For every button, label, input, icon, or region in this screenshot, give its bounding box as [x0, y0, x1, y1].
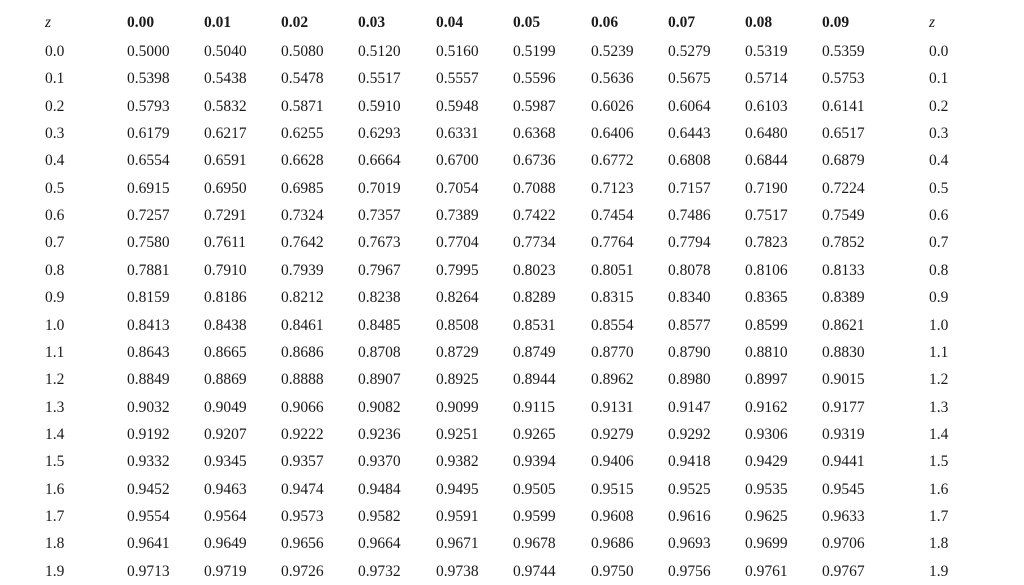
probability-cell: 0.6179: [127, 125, 170, 143]
probability-cell: 0.9554: [127, 507, 170, 525]
column-header: 0.06: [591, 14, 619, 31]
probability-cell: 0.5438: [204, 70, 247, 88]
table-row: [0, 229, 1024, 256]
row-z-value-right: 1.5: [929, 453, 949, 471]
probability-cell: 0.8997: [745, 371, 788, 389]
probability-cell: 0.8508: [436, 316, 479, 334]
probability-cell: 0.6517: [822, 125, 865, 143]
row-z-value-right: 0.5: [929, 179, 949, 197]
probability-cell: 0.9706: [822, 535, 865, 553]
probability-cell: 0.9418: [668, 453, 711, 471]
table-row: [0, 175, 1024, 202]
probability-cell: 0.8925: [436, 371, 479, 389]
probability-cell: 0.8365: [745, 289, 788, 307]
probability-cell: 0.8264: [436, 289, 479, 307]
probability-cell: 0.6331: [436, 125, 479, 143]
probability-cell: 0.9306: [745, 425, 788, 443]
column-header: 0.07: [668, 14, 696, 31]
probability-cell: 0.9484: [358, 480, 401, 498]
row-z-value-right: 0.9: [929, 289, 949, 307]
probability-cell: 0.9573: [281, 507, 324, 525]
table-row: [0, 448, 1024, 475]
probability-cell: 0.9251: [436, 425, 479, 443]
probability-cell: 0.9750: [591, 562, 634, 580]
probability-cell: 0.5557: [436, 70, 479, 88]
probability-cell: 0.8944: [513, 371, 556, 389]
probability-cell: 0.9131: [591, 398, 634, 416]
probability-cell: 0.8643: [127, 343, 170, 361]
probability-cell: 0.7881: [127, 261, 170, 279]
row-z-value: 0.3: [45, 125, 65, 143]
row-z-value-right: 1.1: [929, 343, 949, 361]
probability-cell: 0.9625: [745, 507, 788, 525]
probability-cell: 0.9032: [127, 398, 170, 416]
probability-cell: 0.6772: [591, 152, 634, 170]
probability-cell: 0.9505: [513, 480, 556, 498]
probability-cell: 0.7291: [204, 207, 247, 225]
probability-cell: 0.8289: [513, 289, 556, 307]
probability-cell: 0.6217: [204, 125, 247, 143]
probability-cell: 0.9236: [358, 425, 401, 443]
column-header: 0.01: [204, 14, 232, 31]
row-z-value: 1.2: [45, 371, 65, 389]
row-z-value-right: 1.4: [929, 425, 949, 443]
probability-cell: 0.7704: [436, 234, 479, 252]
probability-cell: 0.6950: [204, 179, 247, 197]
probability-cell: 0.9641: [127, 535, 170, 553]
probability-cell: 0.6064: [668, 97, 711, 115]
probability-cell: 0.5398: [127, 70, 170, 88]
header-row: [0, 9, 1024, 36]
probability-cell: 0.7123: [591, 179, 634, 197]
row-z-value: 1.8: [45, 535, 65, 553]
probability-cell: 0.7734: [513, 234, 556, 252]
probability-cell: 0.8159: [127, 289, 170, 307]
probability-cell: 0.9382: [436, 453, 479, 471]
probability-cell: 0.9738: [436, 562, 479, 580]
probability-cell: 0.8888: [281, 371, 324, 389]
probability-cell: 0.7910: [204, 261, 247, 279]
row-z-value-right: 0.7: [929, 234, 949, 252]
probability-cell: 0.7422: [513, 207, 556, 225]
probability-cell: 0.9678: [513, 535, 556, 553]
probability-cell: 0.8621: [822, 316, 865, 334]
probability-cell: 0.7019: [358, 179, 401, 197]
row-z-value: 0.5: [45, 179, 65, 197]
row-z-value: 1.5: [45, 453, 65, 471]
probability-cell: 0.5199: [513, 43, 556, 60]
probability-cell: 0.7389: [436, 207, 479, 225]
probability-cell: 0.7673: [358, 234, 401, 252]
probability-cell: 0.5279: [668, 43, 711, 60]
probability-cell: 0.8485: [358, 316, 401, 334]
row-z-value: 0.8: [45, 261, 65, 279]
table-row: [0, 38, 1024, 65]
table-row: [0, 558, 1024, 585]
table-row: [0, 312, 1024, 339]
probability-cell: 0.9649: [204, 535, 247, 553]
probability-cell: 0.7764: [591, 234, 634, 252]
probability-cell: 0.5080: [281, 43, 324, 60]
row-z-value-right: 1.9: [929, 562, 949, 580]
table-row: [0, 366, 1024, 393]
probability-cell: 0.8413: [127, 316, 170, 334]
probability-cell: 0.9192: [127, 425, 170, 443]
probability-cell: 0.5793: [127, 97, 170, 115]
probability-cell: 0.5160: [436, 43, 479, 60]
probability-cell: 0.6293: [358, 125, 401, 143]
probability-cell: 0.7967: [358, 261, 401, 279]
row-z-value-right: 0.3: [929, 125, 949, 143]
table-row: [0, 147, 1024, 174]
row-z-value: 1.6: [45, 480, 65, 498]
probability-cell: 0.5239: [591, 43, 634, 60]
probability-cell: 0.6915: [127, 179, 170, 197]
probability-cell: 0.9732: [358, 562, 401, 580]
row-z-value: 1.4: [45, 425, 65, 443]
probability-cell: 0.8554: [591, 316, 634, 334]
row-z-value: 1.7: [45, 507, 65, 525]
column-header: 0.05: [513, 14, 541, 31]
probability-cell: 0.5871: [281, 97, 324, 115]
probability-cell: 0.8810: [745, 343, 788, 361]
row-z-value-right: 1.2: [929, 371, 949, 389]
probability-cell: 0.7517: [745, 207, 788, 225]
probability-cell: 0.9319: [822, 425, 865, 443]
row-z-value: 0.7: [45, 234, 65, 252]
probability-cell: 0.9582: [358, 507, 401, 525]
probability-cell: 0.5000: [127, 43, 170, 60]
probability-cell: 0.8665: [204, 343, 247, 361]
probability-cell: 0.6591: [204, 152, 247, 170]
column-header: 0.08: [745, 14, 773, 31]
probability-cell: 0.9429: [745, 453, 788, 471]
probability-cell: 0.7454: [591, 207, 634, 225]
probability-cell: 0.9726: [281, 562, 324, 580]
probability-cell: 0.7486: [668, 207, 711, 225]
row-z-value-right: 1.6: [929, 480, 949, 498]
probability-cell: 0.8078: [668, 261, 711, 279]
probability-cell: 0.6368: [513, 125, 556, 143]
probability-cell: 0.9633: [822, 507, 865, 525]
probability-cell: 0.9474: [281, 480, 324, 498]
probability-cell: 0.8238: [358, 289, 401, 307]
probability-cell: 0.8133: [822, 261, 865, 279]
probability-cell: 0.9463: [204, 480, 247, 498]
probability-cell: 0.6480: [745, 125, 788, 143]
table-row: [0, 202, 1024, 229]
probability-cell: 0.8907: [358, 371, 401, 389]
probability-cell: 0.5948: [436, 97, 479, 115]
probability-cell: 0.9049: [204, 398, 247, 416]
row-z-value-right: 0.0: [929, 43, 949, 60]
probability-cell: 0.7257: [127, 207, 170, 225]
probability-cell: 0.5596: [513, 70, 556, 88]
probability-cell: 0.7549: [822, 207, 865, 225]
probability-cell: 0.9719: [204, 562, 247, 580]
probability-cell: 0.9664: [358, 535, 401, 553]
probability-cell: 0.5040: [204, 43, 247, 60]
probability-cell: 0.5714: [745, 70, 788, 88]
probability-cell: 0.8749: [513, 343, 556, 361]
row-z-value-right: 1.0: [929, 316, 949, 334]
probability-cell: 0.6879: [822, 152, 865, 170]
probability-cell: 0.8106: [745, 261, 788, 279]
column-header: 0.09: [822, 14, 850, 31]
row-z-value-right: 1.3: [929, 398, 949, 416]
probability-cell: 0.9686: [591, 535, 634, 553]
probability-cell: 0.9713: [127, 562, 170, 580]
probability-cell: 0.9535: [745, 480, 788, 498]
probability-cell: 0.6985: [281, 179, 324, 197]
probability-cell: 0.9207: [204, 425, 247, 443]
probability-cell: 0.9608: [591, 507, 634, 525]
table-row: [0, 530, 1024, 557]
probability-cell: 0.7157: [668, 179, 711, 197]
probability-cell: 0.7224: [822, 179, 865, 197]
probability-cell: 0.8051: [591, 261, 634, 279]
probability-cell: 0.9767: [822, 562, 865, 580]
probability-cell: 0.9099: [436, 398, 479, 416]
probability-cell: 0.7190: [745, 179, 788, 197]
row-z-value: 0.4: [45, 152, 65, 170]
table-row: [0, 394, 1024, 421]
table-row: [0, 421, 1024, 448]
row-z-value-right: 0.1: [929, 70, 949, 88]
probability-cell: 0.9515: [591, 480, 634, 498]
row-z-value-right: 0.2: [929, 97, 949, 115]
row-z-value: 0.0: [45, 43, 65, 60]
table-row: [0, 257, 1024, 284]
probability-cell: 0.9671: [436, 535, 479, 553]
probability-cell: 0.9177: [822, 398, 865, 416]
row-z-value-right: 0.6: [929, 207, 949, 225]
probability-cell: 0.6700: [436, 152, 479, 170]
row-z-value-right: 0.4: [929, 152, 949, 170]
probability-cell: 0.6664: [358, 152, 401, 170]
probability-cell: 0.7939: [281, 261, 324, 279]
probability-cell: 0.9744: [513, 562, 556, 580]
table-row: [0, 503, 1024, 530]
probability-cell: 0.8869: [204, 371, 247, 389]
probability-cell: 0.8770: [591, 343, 634, 361]
probability-cell: 0.6141: [822, 97, 865, 115]
row-z-value: 1.1: [45, 343, 65, 361]
probability-cell: 0.7611: [204, 234, 247, 252]
probability-cell: 0.8830: [822, 343, 865, 361]
probability-cell: 0.9545: [822, 480, 865, 498]
probability-cell: 0.9525: [668, 480, 711, 498]
table-row: [0, 339, 1024, 366]
probability-cell: 0.5832: [204, 97, 247, 115]
row-z-value-right: 1.7: [929, 507, 949, 525]
row-z-value: 1.3: [45, 398, 65, 416]
probability-cell: 0.8686: [281, 343, 324, 361]
probability-cell: 0.9370: [358, 453, 401, 471]
probability-cell: 0.5910: [358, 97, 401, 115]
probability-cell: 0.5636: [591, 70, 634, 88]
probability-cell: 0.8389: [822, 289, 865, 307]
probability-cell: 0.8708: [358, 343, 401, 361]
probability-cell: 0.9222: [281, 425, 324, 443]
probability-cell: 0.8186: [204, 289, 247, 307]
column-header: 0.04: [436, 14, 464, 31]
probability-cell: 0.7995: [436, 261, 479, 279]
probability-cell: 0.8790: [668, 343, 711, 361]
probability-cell: 0.9441: [822, 453, 865, 471]
probability-cell: 0.8531: [513, 316, 556, 334]
probability-cell: 0.7794: [668, 234, 711, 252]
probability-cell: 0.8461: [281, 316, 324, 334]
probability-cell: 0.6628: [281, 152, 324, 170]
probability-cell: 0.9452: [127, 480, 170, 498]
probability-cell: 0.9495: [436, 480, 479, 498]
probability-cell: 0.8729: [436, 343, 479, 361]
row-z-value: 1.0: [45, 316, 65, 334]
column-header: 0.03: [358, 14, 386, 31]
probability-cell: 0.5120: [358, 43, 401, 60]
table-row: [0, 93, 1024, 120]
probability-cell: 0.9394: [513, 453, 556, 471]
table-row: [0, 120, 1024, 147]
probability-cell: 0.9591: [436, 507, 479, 525]
probability-cell: 0.9115: [513, 398, 556, 416]
probability-cell: 0.5753: [822, 70, 865, 88]
probability-cell: 0.9656: [281, 535, 324, 553]
probability-cell: 0.8577: [668, 316, 711, 334]
probability-cell: 0.5517: [358, 70, 401, 88]
row-z-value-right: 1.8: [929, 535, 949, 553]
probability-cell: 0.9015: [822, 371, 865, 389]
probability-cell: 0.9162: [745, 398, 788, 416]
probability-cell: 0.9082: [358, 398, 401, 416]
probability-cell: 0.9066: [281, 398, 324, 416]
probability-cell: 0.7088: [513, 179, 556, 197]
probability-cell: 0.9599: [513, 507, 556, 525]
probability-cell: 0.6808: [668, 152, 711, 170]
z-header-left: z: [45, 14, 52, 31]
probability-cell: 0.8315: [591, 289, 634, 307]
probability-cell: 0.9699: [745, 535, 788, 553]
probability-cell: 0.6554: [127, 152, 170, 170]
probability-cell: 0.6844: [745, 152, 788, 170]
table-row: [0, 284, 1024, 311]
probability-cell: 0.8023: [513, 261, 556, 279]
probability-cell: 0.6443: [668, 125, 711, 143]
table-row: [0, 476, 1024, 503]
probability-cell: 0.9357: [281, 453, 324, 471]
row-z-value: 0.2: [45, 97, 65, 115]
probability-cell: 0.9406: [591, 453, 634, 471]
probability-cell: 0.7054: [436, 179, 479, 197]
probability-cell: 0.6103: [745, 97, 788, 115]
probability-cell: 0.9693: [668, 535, 711, 553]
row-z-value: 1.9: [45, 562, 65, 580]
probability-cell: 0.8340: [668, 289, 711, 307]
probability-cell: 0.6406: [591, 125, 634, 143]
probability-cell: 0.5675: [668, 70, 711, 88]
probability-cell: 0.9345: [204, 453, 247, 471]
probability-cell: 0.7642: [281, 234, 324, 252]
row-z-value: 0.6: [45, 207, 65, 225]
probability-cell: 0.5478: [281, 70, 324, 88]
probability-cell: 0.9265: [513, 425, 556, 443]
probability-cell: 0.8212: [281, 289, 324, 307]
row-z-value: 0.1: [45, 70, 65, 88]
column-header: 0.02: [281, 14, 309, 31]
probability-cell: 0.9761: [745, 562, 788, 580]
probability-cell: 0.6736: [513, 152, 556, 170]
probability-cell: 0.5319: [745, 43, 788, 60]
probability-cell: 0.5359: [822, 43, 865, 60]
table-row: [0, 65, 1024, 92]
probability-cell: 0.9756: [668, 562, 711, 580]
probability-cell: 0.8599: [745, 316, 788, 334]
probability-cell: 0.6026: [591, 97, 634, 115]
probability-cell: 0.9616: [668, 507, 711, 525]
probability-cell: 0.7852: [822, 234, 865, 252]
probability-cell: 0.7580: [127, 234, 170, 252]
probability-cell: 0.8438: [204, 316, 247, 334]
column-header: 0.00: [127, 14, 155, 31]
probability-cell: 0.7823: [745, 234, 788, 252]
probability-cell: 0.9147: [668, 398, 711, 416]
probability-cell: 0.7324: [281, 207, 324, 225]
probability-cell: 0.9564: [204, 507, 247, 525]
probability-cell: 0.8962: [591, 371, 634, 389]
probability-cell: 0.8980: [668, 371, 711, 389]
row-z-value-right: 0.8: [929, 261, 949, 279]
probability-cell: 0.6255: [281, 125, 324, 143]
probability-cell: 0.9279: [591, 425, 634, 443]
probability-cell: 0.9292: [668, 425, 711, 443]
probability-cell: 0.5987: [513, 97, 556, 115]
probability-cell: 0.8849: [127, 371, 170, 389]
z-header-right: z: [929, 14, 936, 31]
probability-cell: 0.9332: [127, 453, 170, 471]
row-z-value: 0.9: [45, 289, 65, 307]
probability-cell: 0.7357: [358, 207, 401, 225]
